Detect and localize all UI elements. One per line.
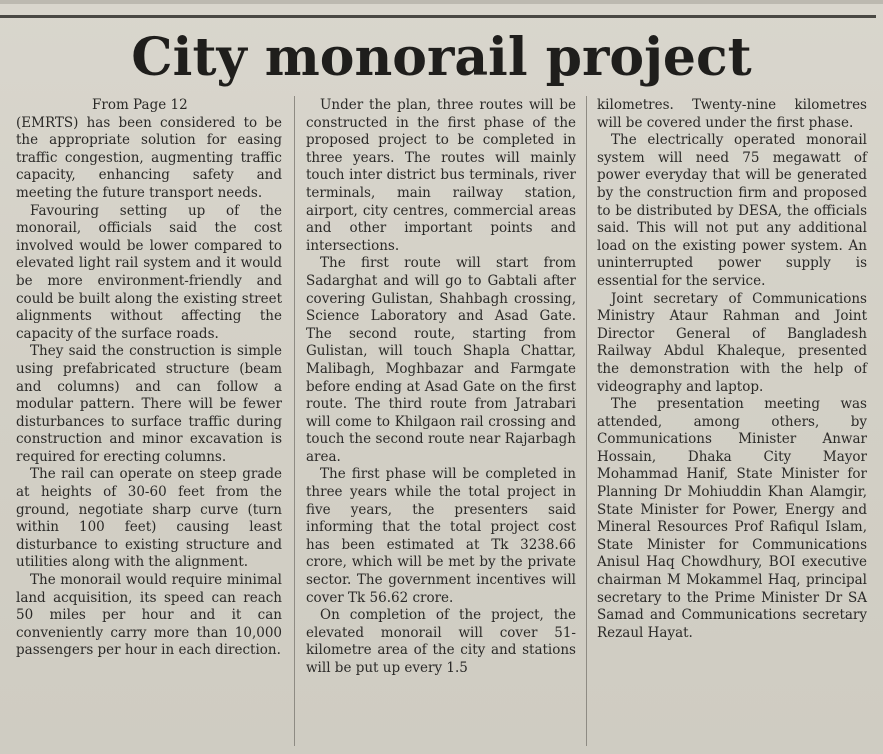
paragraph: The first route will start from Sadarghat and will go to Gabtali after covering Gulistan, Shahbagh crossing, Science Laboratory and Asad Gate. The second route, starting from Gulistan, will touch Shapla Chattar, Malibagh, Moghbazar and Farmgate before ending at Asad Gate on the first route. The third route from Jatrabari will come to Khilgaon rail crossing and touch the second route near Rajarbagh area. [306, 255, 576, 465]
column-divider [586, 96, 587, 746]
paragraph: Under the plan, three routes will be constructed in the first phase of the proposed project to be completed in three years. The routes will mainly touch inter district bus terminals, river terminals, main railway station, airport, city centres, commercial areas and other important points and intersections. [306, 97, 576, 254]
paragraph: The electrically operated monorail system will need 75 megawatt of power everyday that will be generated by the construction firm and proposed to be distributed by DESA, the officials said. This will not put any additional load on the existing power system. An uninterrupted power supply is essential for the service. [597, 132, 867, 289]
paragraph: kilometres. Twenty-nine kilometres will be covered under the first phase. [597, 97, 867, 131]
paragraph: The presentation meeting was attended, among others, by Communications Minister Anwar Hossain, Dhaka City Mayor Mohammad Hanif, State Minister for Planning Dr Mohiuddin Khan Alamgir, State Minister for Power, Energy and Mineral Resources Prof Rafiqul Islam, State Minister for Communications Anisul Haq Chowdhury, BOI executive chairman M Mokammel Haq, principal secretary to the Prime Minister Dr SA Samad and Communications secretary Rezaul Hayat. [597, 396, 867, 641]
column-divider [294, 96, 295, 746]
paragraph: The first phase will be completed in three years while the total project in five years, the presenters said informing that the total project cost has been estimated at Tk 3238.66 crore, which will be met by the private sector. The government incentives will cover Tk 56.62 crore. [306, 466, 576, 606]
article-column-3 [597, 97, 867, 642]
jump-line: From Page 12 [92, 97, 188, 113]
previous-article-edge [0, 0, 883, 4]
paragraph: Favouring setting up of the monorail, officials said the cost involved would be lower compared to elevated light rail system and it would be more environment-friendly and could be built along the existing street alignments without affecting the capacity of the surface roads. [16, 202, 282, 342]
paragraph: Joint secretary of Communications Ministry Ataur Rahman and Joint Director General of Bangladesh Railway Abdul Khaleque, presented the demonstration with the help of videography and laptop. [597, 290, 867, 395]
paragraph: They said the construction is simple using prefabricated structure (beam and columns) and can follow a modular pattern. There will be fewer disturbances to surface traffic during construction and minor excavation is required for erecting columns. [16, 343, 282, 465]
article-column-1 [16, 97, 282, 660]
article-column-2 [306, 97, 576, 678]
paragraph: On completion of the project, the elevated monorail will cover 51-kilometre area of the city and stations will be put up every 1.5 [306, 607, 576, 676]
paragraph: The rail can operate on steep grade at heights of 30-60 feet from the ground, negotiate sharp curve (turn within 100 feet) causing least disturbance to existing structure and utilities along with the alignment. [16, 466, 282, 571]
headline: City monorail project [131, 27, 752, 88]
paragraph: The monorail would require minimal land acquisition, its speed can reach 50 miles per hour and it can conveniently carry more than 10,000 passengers per hour in each direction. [16, 572, 282, 659]
paragraph: (EMRTS) has been considered to be the appropriate solution for easing traffic congestion, augmenting traffic capacity, enhancing safety and meeting the future transport needs. [16, 114, 282, 201]
